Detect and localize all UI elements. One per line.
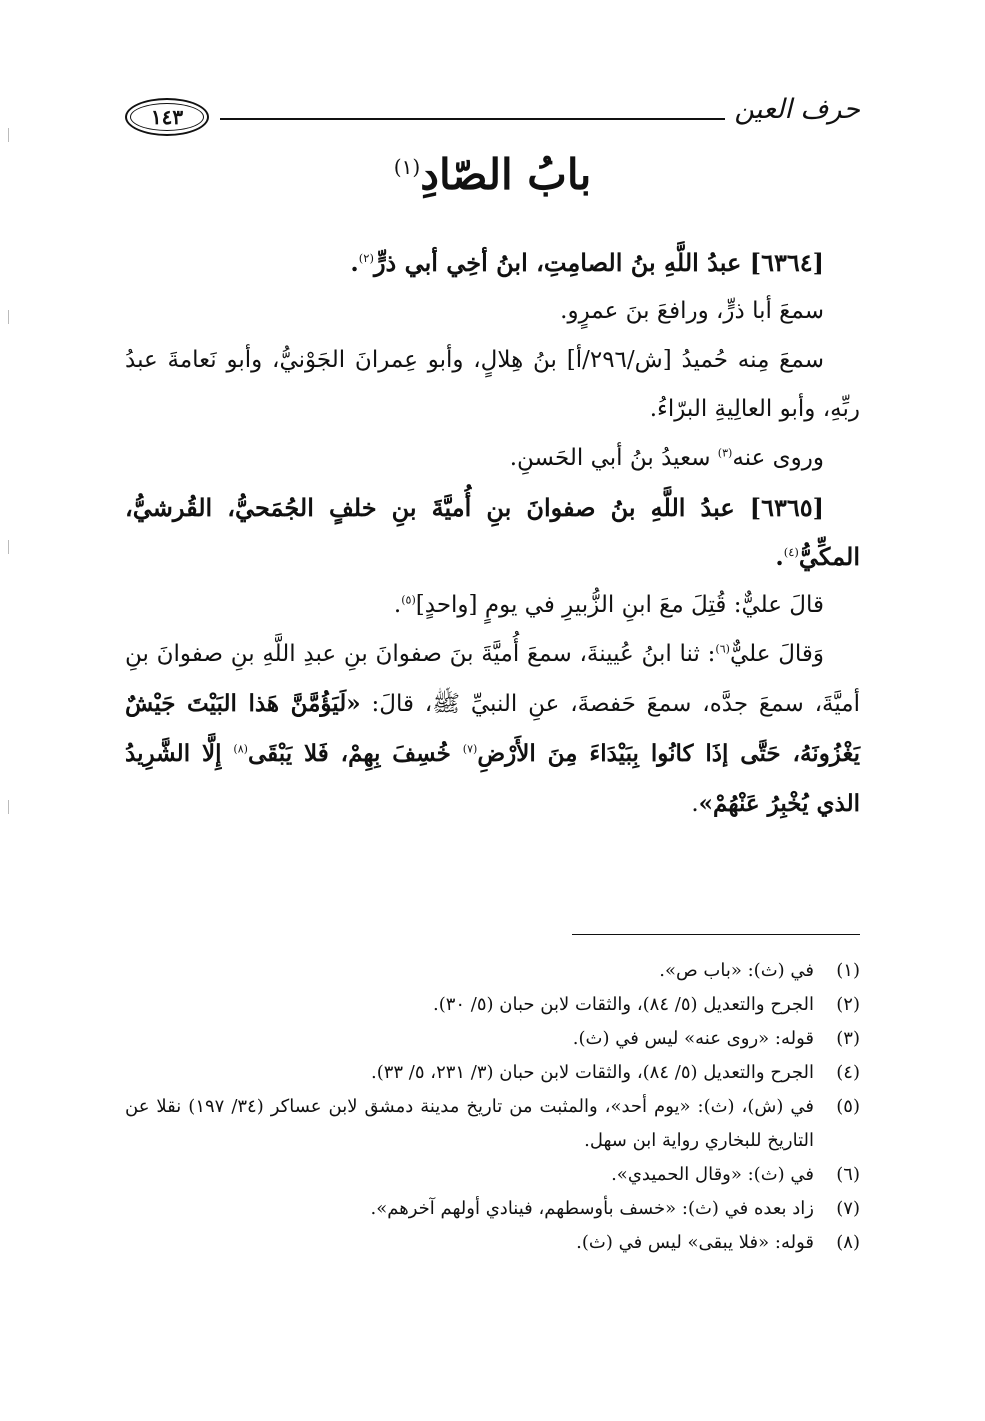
section-title [0, 150, 985, 199]
entry-paragraph: سمعَ أبا ذرٍّ، ورافعَ بنَ عمرٍو. [560, 298, 824, 324]
footnote-ref: (٦) [715, 642, 730, 656]
footnote-ref: (٤) [783, 545, 799, 559]
footnote-ref: (٧) [462, 742, 478, 756]
entry-paragraph: وروى عنه$^{(٣)}$ سعيدُ بنُ أبي الحَسنِ. [509, 445, 824, 471]
footnote-ref: (٨) [233, 742, 248, 756]
footnote-text: قوله: «روى عنه» ليس في (ث). [572, 1028, 814, 1049]
footnote-text: قوله: «فلا يبقى» ليس في (ث). [576, 1232, 814, 1253]
footnote-text: في (ش)، (ث): «يوم أحد»، والمثبت من تاريخ مدينة دمشق لابن عساكر (٣٤/ ١٩٧) نقلا عن التاريخ للبخاري رواية ابن سهل. [125, 1096, 814, 1151]
footnote [125, 988, 860, 1022]
footnote [125, 1090, 860, 1158]
footnote-number: (٨) [836, 1232, 860, 1253]
footnote-number: (٥) [836, 1096, 860, 1117]
running-title: حرف العين [734, 94, 860, 125]
scan-margin-mark [8, 800, 9, 814]
footnote [125, 1226, 860, 1260]
scan-margin-mark [8, 540, 9, 554]
entry-paragraph: سمعَ مِنه حُميدُ [ش/٢٩٦/أ] بنُ هِلالٍ، وأبو عِمرانَ الجَوْنيُّ، وأبو نَعامةَ عبدُ ربِّهِ، وأبو العالِيةِ البرّاءُ. [125, 347, 860, 422]
footnote [125, 954, 860, 988]
footnote-divider [572, 934, 860, 935]
footnote [125, 1158, 860, 1192]
main-text [125, 238, 860, 829]
footnote-ref: (٢) [358, 251, 374, 265]
footnote-number: (١) [836, 960, 860, 981]
footnote [125, 1192, 860, 1226]
entry-paragraph: قالَ عليٌّ: قُتِلَ معَ ابنِ الزُّبيرِ في يومٍ [واحدٍ]$^{(٥)}$. [393, 592, 824, 618]
scan-margin-mark [8, 128, 9, 142]
footnote [125, 1056, 860, 1090]
entry-heading: [٦٣٦٤] عبدُ اللَّهِ بنُ الصامِتِ، ابنُ أخِي أبي ذرٍّ$^{(٢)}$. [350, 248, 824, 277]
footnote-text: زاد بعده في (ث): «خسف بأوسطهم، فينادي أولهم آخرهم». [370, 1198, 814, 1219]
hadith-text: خُسِفَ بِهِمْ، فَلا يَبْقَى [247, 740, 463, 767]
footnote-number: (٧) [836, 1198, 860, 1219]
entry-heading: [٦٣٦٥] عبدُ اللَّهِ بنُ صفوانَ بنِ أُميَّةَ بنِ خلفٍ الجُمَحيُّ، القُرشيُّ، المكِّيُّ$^{(٤)}$. [125, 493, 860, 571]
footnote-ref: (٣) [717, 446, 733, 460]
footnote-text: في (ث): «وقال الحميدي». [611, 1164, 814, 1185]
footnotes [125, 954, 860, 1260]
footnote-ref: (١) [393, 155, 421, 179]
header-rule [220, 118, 725, 120]
entry-paragraph: وَقالَ عليٌّ$^{(٦)}$: ثنا ابنُ عُيينةَ، سمعَ أُميَّةَ بنَ صفوانَ بنِ عبدِ اللَّهِ بنِ صفوانَ بنِ أميَّةَ، سمعَ جدَّه، سمعَ حَفصةَ، عنِ النبيِّ ﷺ، قالَ: «لَيَؤُمَّنَّ هَذا البَيْتَ جَيْشٌ يَغْزُونَهُ، حَتَّى إذَا كانُوا بِبَيْدَاءَ مِنَ الأَرْضِ$^{(٧)}$ خُسِفَ بِهِمْ، فَلا يَبْقَى$^{(٨)}$ إِلَّا الشَّرِيدُ الذي يُخْبِرُ عَنْهُمْ». [125, 641, 860, 817]
hadith-text: «لَيَؤُمَّنَّ هَذا البَيْتَ جَيْشٌ يَغْزُونَهُ، حَتَّى إذَا كانُوا بِبَيْدَاءَ مِنَ الأَرْضِ [125, 690, 860, 767]
section-title-text: بابُ الصّادِ [420, 150, 592, 199]
footnote [125, 1022, 860, 1056]
footnote-number: (٤) [836, 1062, 860, 1083]
footnote-ref: (٥) [401, 593, 416, 607]
footnote-text: الجرح والتعديل (٥/ ٨٤)، والثقات لابن حبان (٥/ ٣٠). [432, 994, 814, 1015]
footnote-number: (٣) [836, 1028, 860, 1049]
page-number: ١٤٣ [125, 98, 209, 136]
footnote-number: (٢) [836, 994, 860, 1015]
scan-margin-mark [8, 310, 9, 324]
footnote-text: الجرح والتعديل (٥/ ٨٤)، والثقات لابن حبان (٣/ ٢٣١، ٥/ ٣٣). [370, 1062, 814, 1083]
footnote-number: (٦) [836, 1164, 860, 1185]
page-header [125, 92, 860, 142]
hadith-text: إِلَّا الشَّرِيدُ الذي يُخْبِرُ عَنْهُمْ» [125, 740, 860, 817]
footnote-text: في (ث): «باب ص». [659, 960, 814, 981]
